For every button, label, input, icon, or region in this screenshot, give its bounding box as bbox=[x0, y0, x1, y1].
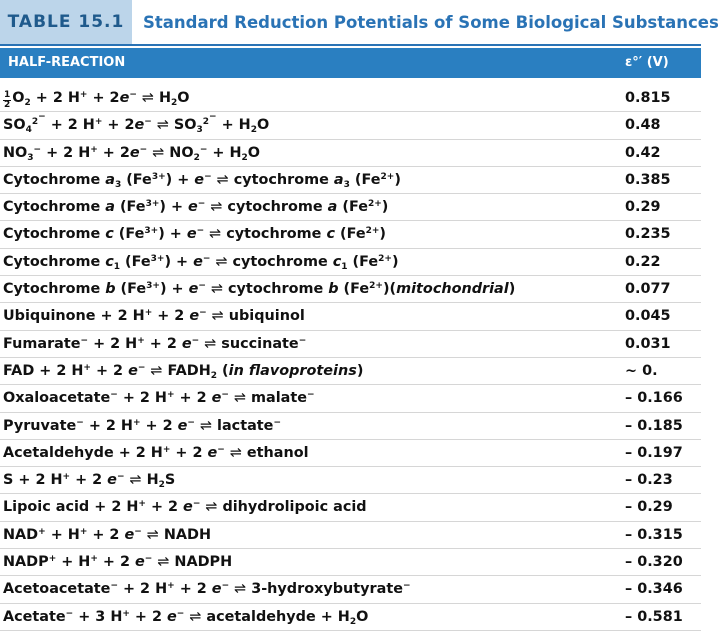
potential-cell: – 0.166 bbox=[625, 390, 683, 407]
half-reaction-cell: Cytochrome $a_3$ $(Fe^{3+}) + e^-$ ⇌ cytochrome $a_3$ $(Fe^{2+})$ bbox=[3, 171, 401, 190]
half-reaction-cell: Pyruvate− + 2 H+ + 2 e− ⇌ lactate− bbox=[3, 417, 281, 434]
half-reaction-cell: $SO_4^{2^-} + 2$ H+ + 2e− ⇌ $SO_3^{2^-} + H_2O$ bbox=[3, 112, 270, 136]
potential-cell: 0.29 bbox=[625, 199, 661, 216]
half-reaction-cell: Fumarate− + 2 H+ + 2 e− ⇌ succinate− bbox=[3, 335, 307, 352]
half-reaction-cell: $\frac{1}{2}$ $O_2 + 2$ H+ + 2e− ⇌ $H_2O$ bbox=[4, 90, 190, 110]
table-title-bar bbox=[0, 0, 719, 44]
column-header-potential: ε°′ (V) bbox=[625, 55, 669, 70]
table-row bbox=[0, 440, 701, 467]
potential-cell: – 0.29 bbox=[625, 499, 673, 516]
table-row bbox=[0, 167, 701, 194]
half-reaction-cell: Cytochrome $c_1$ $(Fe^{3+}) + e^-$ ⇌ cytochrome $c_1$ $(Fe^{2+})$ bbox=[3, 253, 399, 272]
potential-cell: – 0.320 bbox=[625, 554, 683, 571]
table-body bbox=[0, 85, 701, 631]
table-title: Standard Reduction Potentials of Some Biological Substances bbox=[143, 12, 719, 32]
half-reaction-cell: Cytochrome a $(Fe^{3+}) + e^-$ ⇌ cytochrome a $(Fe^{2+})$ bbox=[3, 199, 389, 216]
potential-cell: 0.22 bbox=[625, 253, 661, 270]
potential-cell: – 0.315 bbox=[625, 526, 683, 543]
table-row bbox=[0, 358, 701, 385]
table-row bbox=[0, 604, 701, 631]
half-reaction-cell: Acetaldehyde + 2 H+ + 2 e− ⇌ ethanol bbox=[3, 444, 309, 461]
potential-cell: 0.235 bbox=[625, 226, 671, 243]
potential-cell: – 0.197 bbox=[625, 444, 683, 461]
table-row bbox=[0, 385, 701, 412]
table-row bbox=[0, 276, 701, 303]
potential-cell: – 0.581 bbox=[625, 608, 683, 625]
table-row bbox=[0, 249, 701, 276]
table-row bbox=[0, 576, 701, 603]
potential-cell: 0.385 bbox=[625, 171, 671, 188]
potential-cell: – 0.23 bbox=[625, 472, 673, 489]
table-row bbox=[0, 140, 701, 167]
potential-cell: – 0.346 bbox=[625, 581, 683, 598]
table-header bbox=[0, 48, 701, 78]
half-reaction-cell: Lipoic acid + 2 H+ + 2 e− ⇌ dihydrolipoic acid bbox=[3, 499, 367, 516]
table-row bbox=[0, 112, 701, 139]
table-row bbox=[0, 522, 701, 549]
potential-cell: 0.42 bbox=[625, 144, 661, 161]
column-header-half-reaction: HALF-REACTION bbox=[8, 55, 126, 70]
half-reaction-cell: Cytochrome c $(Fe^{3+}) + e^-$ ⇌ cytochrome c $(Fe^{2+})$ bbox=[3, 226, 386, 243]
half-reaction-cell: FAD + 2 H+ + 2 e− ⇌ $FADH_2$ (in flavoproteins) bbox=[3, 362, 364, 381]
half-reaction-cell: S + 2 H+ + 2 e− ⇌ $H_2S$ bbox=[3, 472, 176, 491]
table-label: TABLE 15.1 bbox=[0, 0, 132, 44]
table-row bbox=[0, 494, 701, 521]
table-row bbox=[0, 467, 701, 494]
half-reaction-cell: $NO_3^- + 2$ H+ + 2e− ⇌ $NO_2^- + H_2O$ bbox=[3, 144, 261, 163]
potential-cell: 0.815 bbox=[625, 90, 671, 106]
potential-cell: – 0.185 bbox=[625, 417, 683, 434]
table-row bbox=[0, 331, 701, 358]
half-reaction-cell: Cytochrome b $(Fe^{3+}) + e^-$ ⇌ cytochrome b $(Fe^{2+})(mitochondrial)$ bbox=[3, 281, 516, 298]
table-row bbox=[0, 194, 701, 221]
half-reaction-cell: Acetoacetate− + 2 H+ + 2 e− ⇌ 3-hydroxybutyrate− bbox=[3, 581, 411, 598]
potential-cell: 0.031 bbox=[625, 335, 671, 352]
table-row bbox=[0, 303, 701, 330]
half-reaction-cell: Acetate− + 3 H+ + 2 e− ⇌ acetaldehyde + $H_2O$ bbox=[3, 608, 369, 627]
table-row bbox=[0, 549, 701, 576]
half-reaction-cell: Ubiquinone + 2 H+ + 2 e− ⇌ ubiquinol bbox=[3, 308, 305, 325]
table-row bbox=[0, 413, 701, 440]
half-reaction-cell: NAD+ + H+ + 2 e− ⇌ NADH bbox=[3, 526, 212, 543]
half-reaction-cell: NADP+ + H+ + 2 e− ⇌ NADPH bbox=[3, 554, 233, 571]
title-divider bbox=[0, 44, 701, 46]
table-row bbox=[0, 85, 701, 112]
potential-cell: ~ 0. bbox=[625, 362, 658, 379]
potential-cell: 0.48 bbox=[625, 117, 661, 134]
potential-cell: 0.045 bbox=[625, 308, 671, 325]
table-row bbox=[0, 221, 701, 248]
half-reaction-cell: Oxaloacetate− + 2 H+ + 2 e− ⇌ malate− bbox=[3, 390, 315, 407]
potential-cell: 0.077 bbox=[625, 281, 671, 298]
